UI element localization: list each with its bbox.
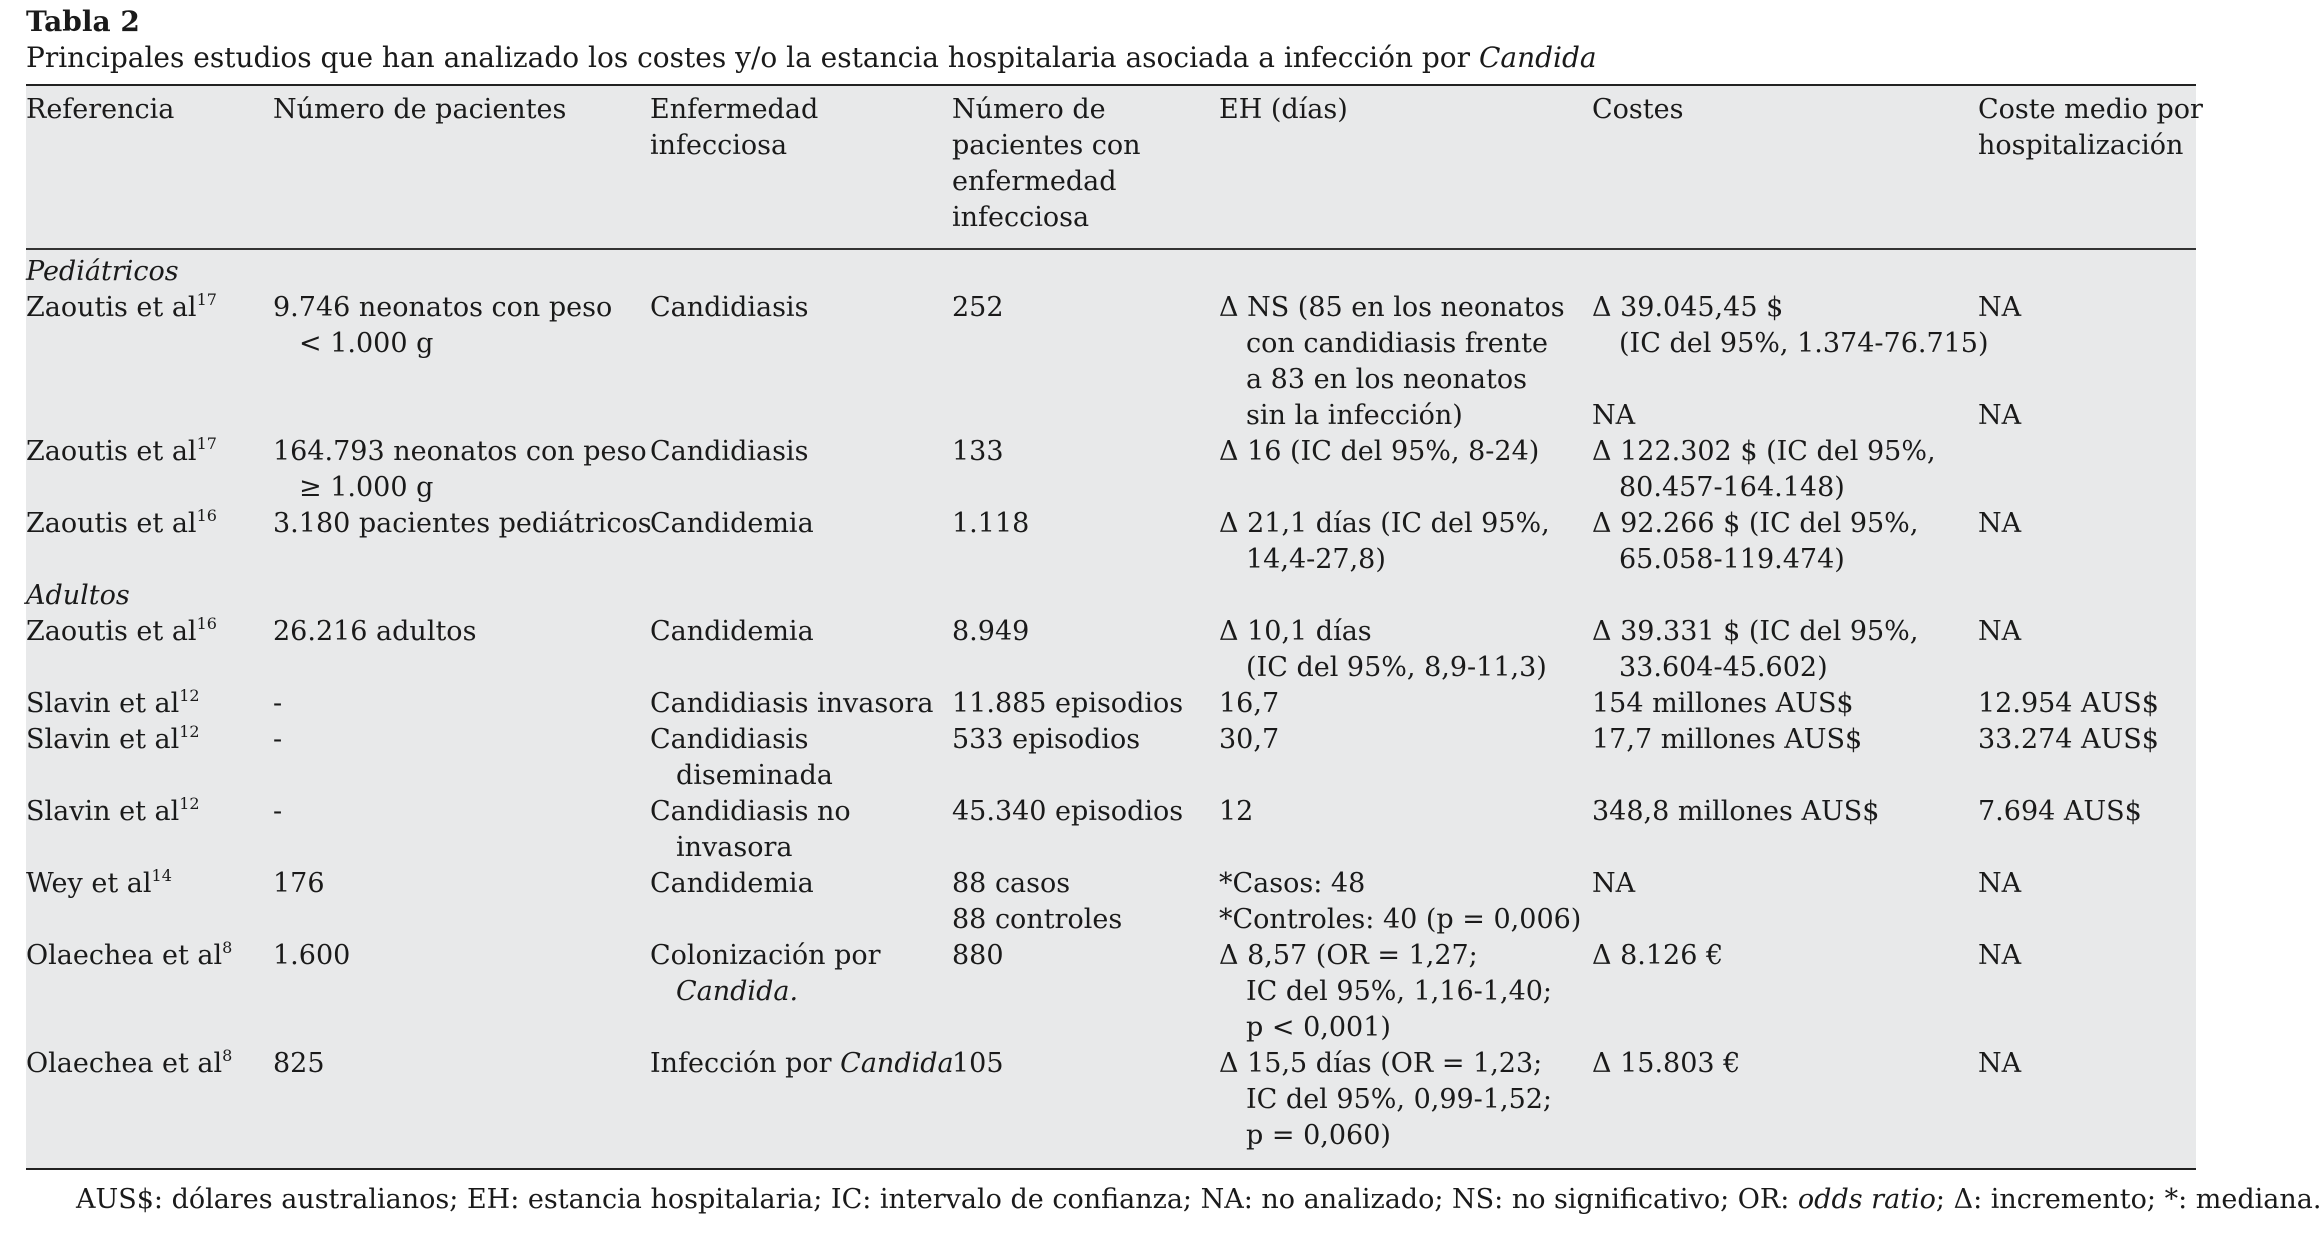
cell-coste-medio: 7.694 AUS$ bbox=[1978, 796, 2142, 827]
header-num-enf-l3: enfermedad bbox=[952, 166, 1117, 197]
section-pediatricos: Pediátricos bbox=[26, 256, 179, 287]
cell-pacientes: - bbox=[273, 688, 283, 719]
cell-pacientes: - bbox=[273, 724, 283, 755]
cell-num: 45.340 episodios bbox=[952, 796, 1184, 827]
cell-ref bbox=[26, 506, 217, 542]
ref-text: Slavin et al bbox=[26, 796, 180, 827]
cell-eh-l3: p < 0,001) bbox=[1246, 1012, 1391, 1043]
cell-coste-medio: NA bbox=[1978, 1048, 2022, 1079]
table-footnote bbox=[76, 1182, 2321, 1218]
cell-costes-l2: 65.058-119.474) bbox=[1619, 544, 1845, 575]
cell-costes-l2: 80.457-164.148) bbox=[1619, 472, 1845, 503]
cell-costes: Δ 39.045,45 $ bbox=[1592, 292, 1784, 323]
cell-eh-l2: (IC del 95%, 8,9-11,3) bbox=[1246, 652, 1547, 683]
table-title: Tabla 2 bbox=[26, 5, 140, 38]
cell-costes: NA bbox=[1592, 868, 1636, 899]
cell-coste-medio-l4: NA bbox=[1978, 400, 2022, 431]
cell-num: 880 bbox=[952, 940, 1004, 971]
enfermedad-text: Infección por bbox=[650, 1048, 841, 1079]
cell-eh: Δ 8,57 (OR = 1,27; bbox=[1219, 940, 1478, 971]
table-caption bbox=[26, 40, 1597, 76]
cell-pacientes: 26.216 adultos bbox=[273, 616, 477, 647]
cell-num: 1.118 bbox=[952, 508, 1030, 539]
data-table bbox=[26, 84, 2203, 1170]
header-num-enf-l4: infecciosa bbox=[952, 202, 1090, 233]
ref-text: Zaoutis et al bbox=[26, 292, 197, 323]
cell-costes-l2: 33.604-45.602) bbox=[1619, 652, 1828, 683]
header-num-enf-l1: Número de bbox=[952, 94, 1106, 125]
cell-costes: Δ 92.266 $ (IC del 95%, bbox=[1592, 508, 1919, 539]
cell-enfermedad: Candidiasis bbox=[650, 292, 809, 323]
cell-num: 105 bbox=[952, 1048, 1004, 1079]
header-num-pacientes: Número de pacientes bbox=[273, 94, 567, 125]
cell-ref bbox=[26, 614, 217, 650]
header-enfermedad-l1: Enfermedad bbox=[650, 94, 819, 125]
ref-text: Zaoutis et al bbox=[26, 436, 197, 467]
table-header bbox=[26, 86, 2203, 250]
cell-coste-medio: NA bbox=[1978, 868, 2022, 899]
cell-ref bbox=[26, 722, 200, 758]
cell-pacientes: 164.793 neonatos con peso bbox=[273, 436, 647, 467]
cell-eh: 16,7 bbox=[1219, 688, 1280, 719]
cell-eh: *Casos: 48 bbox=[1219, 868, 1366, 899]
ref-sup: 12 bbox=[179, 722, 200, 741]
cell-eh-l2: *Controles: 40 (p = 0,006) bbox=[1219, 904, 1582, 935]
cell-enfermedad: Candidemia bbox=[650, 616, 814, 647]
cell-pacientes: 176 bbox=[273, 868, 325, 899]
cell-coste-medio: NA bbox=[1978, 292, 2022, 323]
footnote-part1: AUS$: dólares australianos; EH: estancia hospitalaria; IC: intervalo de confianza; NA: no analizado; NS: no significativo; OR: bbox=[76, 1184, 1798, 1215]
cell-costes: Δ 8.126 € bbox=[1592, 940, 1724, 971]
ref-sup: 17 bbox=[196, 434, 217, 453]
cell-enfermedad: Colonización por bbox=[650, 940, 881, 971]
ref-sup: 17 bbox=[196, 290, 217, 309]
cell-costes-l2: (IC del 95%, 1.374-76.715) bbox=[1619, 328, 1989, 359]
cell-num: 88 casos bbox=[952, 868, 1071, 899]
cell-eh-l4: sin la infección) bbox=[1246, 400, 1463, 431]
cell-pacientes: - bbox=[273, 796, 283, 827]
ref-sup: 12 bbox=[179, 686, 200, 705]
cell-enfermedad: Candidiasis bbox=[650, 436, 809, 467]
cell-num: 252 bbox=[952, 292, 1004, 323]
cell-enfermedad: Candidemia bbox=[650, 868, 814, 899]
footnote-part2: ; Δ: incremento; *: mediana. bbox=[1935, 1184, 2321, 1215]
header-costes: Costes bbox=[1592, 94, 1684, 125]
ref-sup: 16 bbox=[196, 506, 217, 525]
header-num-enf-l2: pacientes con bbox=[952, 130, 1141, 161]
cell-enfermedad: Candidemia bbox=[650, 508, 814, 539]
section-adultos: Adultos bbox=[26, 580, 130, 611]
cell-enfermedad-l2: Candida. bbox=[676, 976, 799, 1007]
cell-pacientes-l2: < 1.000 g bbox=[299, 328, 434, 359]
cell-coste-medio: NA bbox=[1978, 508, 2022, 539]
cell-pacientes: 9.746 neonatos con peso bbox=[273, 292, 613, 323]
cell-num: 11.885 episodios bbox=[952, 688, 1184, 719]
cell-costes: 154 millones AUS$ bbox=[1592, 688, 1854, 719]
header-coste-medio-l1: Coste medio por bbox=[1978, 94, 2203, 125]
cell-enfermedad bbox=[650, 1046, 954, 1082]
cell-ref bbox=[26, 866, 172, 902]
cell-num: 533 episodios bbox=[952, 724, 1141, 755]
cell-eh: Δ NS (85 en los neonatos bbox=[1219, 292, 1565, 323]
cell-eh-l3: a 83 en los neonatos bbox=[1246, 364, 1527, 395]
ref-sup: 14 bbox=[151, 866, 172, 885]
cell-costes-l4: NA bbox=[1592, 400, 1636, 431]
cell-enfermedad: Candidiasis invasora bbox=[650, 688, 934, 719]
cell-ref bbox=[26, 938, 232, 974]
ref-sup: 16 bbox=[196, 614, 217, 633]
cell-coste-medio: NA bbox=[1978, 616, 2022, 647]
cell-ref bbox=[26, 290, 217, 326]
cell-ref bbox=[26, 434, 217, 470]
cell-costes: 17,7 millones AUS$ bbox=[1592, 724, 1863, 755]
cell-ref bbox=[26, 686, 200, 722]
cell-eh: Δ 21,1 días (IC del 95%, bbox=[1219, 508, 1550, 539]
cell-costes: Δ 15.803 € bbox=[1592, 1048, 1741, 1079]
ref-text: Wey et al bbox=[26, 868, 152, 899]
enfermedad-italic: Candida bbox=[840, 1048, 954, 1079]
cell-num-l2: 88 controles bbox=[952, 904, 1123, 935]
cell-pacientes-l2: ≥ 1.000 g bbox=[299, 472, 434, 503]
cell-eh: Δ 15,5 días (OR = 1,23; bbox=[1219, 1048, 1543, 1079]
ref-text: Olaechea et al bbox=[26, 1048, 223, 1079]
ref-sup: 12 bbox=[179, 794, 200, 813]
cell-eh: Δ 16 (IC del 95%, 8-24) bbox=[1219, 436, 1540, 467]
cell-eh-l3: p = 0,060) bbox=[1246, 1120, 1391, 1151]
cell-costes: Δ 39.331 $ (IC del 95%, bbox=[1592, 616, 1919, 647]
cell-num: 8.949 bbox=[952, 616, 1030, 647]
cell-pacientes: 1.600 bbox=[273, 940, 351, 971]
cell-ref bbox=[26, 794, 200, 830]
cell-num: 133 bbox=[952, 436, 1004, 467]
header-referencia: Referencia bbox=[26, 94, 175, 125]
caption-text: Principales estudios que han analizado los costes y/o la estancia hospitalaria asociada a infección por bbox=[26, 41, 1471, 74]
cell-enfermedad: Candidiasis bbox=[650, 724, 809, 755]
cell-enfermedad-l2: invasora bbox=[676, 832, 793, 863]
header-eh: EH (días) bbox=[1219, 94, 1348, 125]
ref-text: Slavin et al bbox=[26, 688, 180, 719]
cell-costes: Δ 122.302 $ (IC del 95%, bbox=[1592, 436, 1936, 467]
ref-text: Olaechea et al bbox=[26, 940, 223, 971]
cell-eh-l2: 14,4-27,8) bbox=[1246, 544, 1386, 575]
ref-sup: 8 bbox=[222, 938, 233, 957]
header-enfermedad-l2: infecciosa bbox=[650, 130, 788, 161]
cell-coste-medio: 33.274 AUS$ bbox=[1978, 724, 2159, 755]
caption-italic: Candida bbox=[1478, 41, 1597, 74]
cell-costes: 348,8 millones AUS$ bbox=[1592, 796, 1880, 827]
cell-coste-medio: NA bbox=[1978, 940, 2022, 971]
cell-pacientes: 3.180 pacientes pediátricos bbox=[273, 508, 652, 539]
cell-enfermedad: Candidiasis no bbox=[650, 796, 851, 827]
ref-text: Zaoutis et al bbox=[26, 616, 197, 647]
cell-eh-l2: IC del 95%, 0,99-1,52; bbox=[1246, 1084, 1553, 1115]
cell-pacientes: 825 bbox=[273, 1048, 325, 1079]
cell-eh-l2: con candidiasis frente bbox=[1246, 328, 1548, 359]
footnote-italic: odds ratio bbox=[1797, 1184, 1936, 1215]
cell-coste-medio: 12.954 AUS$ bbox=[1978, 688, 2159, 719]
cell-eh: 30,7 bbox=[1219, 724, 1280, 755]
cell-enfermedad-l2: diseminada bbox=[676, 760, 833, 791]
ref-text: Slavin et al bbox=[26, 724, 180, 755]
cell-eh: Δ 10,1 días bbox=[1219, 616, 1372, 647]
cell-eh: 12 bbox=[1219, 796, 1254, 827]
cell-ref bbox=[26, 1046, 232, 1082]
header-coste-medio-l2: hospitalización bbox=[1978, 130, 2184, 161]
ref-text: Zaoutis et al bbox=[26, 508, 197, 539]
ref-sup: 8 bbox=[222, 1046, 233, 1065]
cell-eh-l2: IC del 95%, 1,16-1,40; bbox=[1246, 976, 1553, 1007]
